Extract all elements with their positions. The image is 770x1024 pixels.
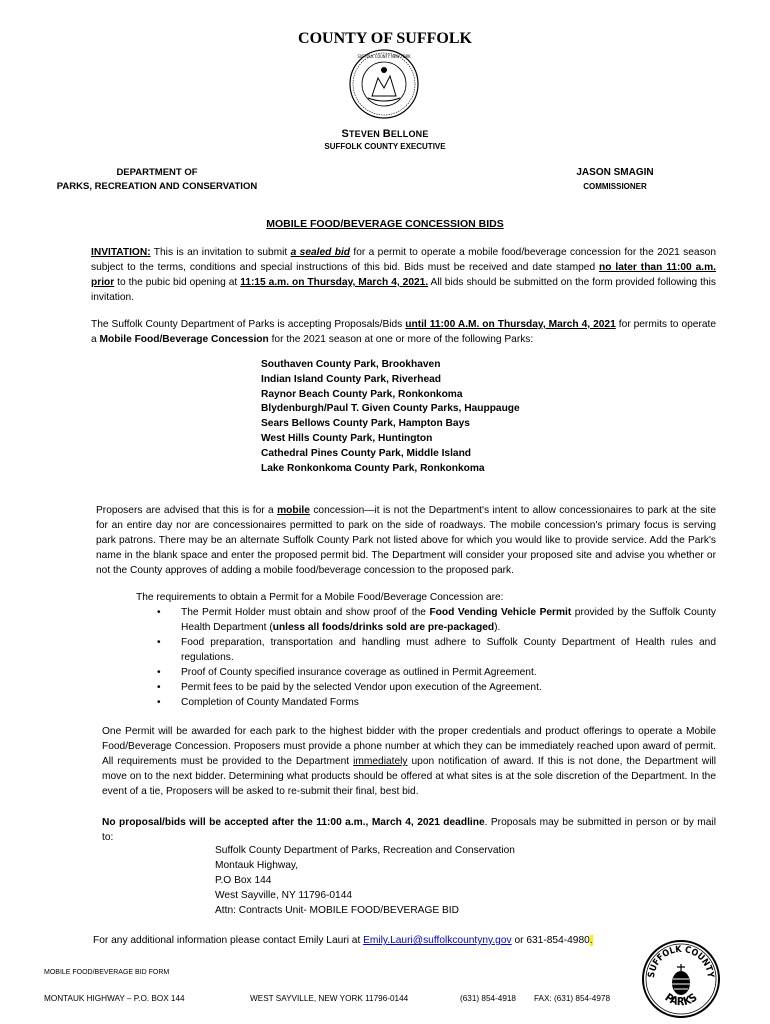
requirement-item: • Food preparation, transportation and handling must adhere to Suffolk County Department of Health rules and regulations.: [135, 635, 716, 665]
address-line: West Sayville, NY 11796-0144: [215, 890, 353, 901]
commissioner-title: COMMISSIONER: [583, 182, 647, 191]
address-line: Attn: Contracts Unit- MOBILE FOOD/BEVERAGE BID: [215, 905, 459, 916]
document-heading: MOBILE FOOD/BEVERAGE CONCESSION BIDS: [266, 218, 504, 230]
logo-top-text: SUFFOLK COUNTY: [646, 944, 716, 979]
requirement-item: • Permit fees to be paid by the selected Vendor upon execution of the Agreement.: [135, 680, 716, 695]
department-line2: PARKS, RECREATION AND CONSERVATION: [56, 181, 258, 192]
requirements-intro: The requirements to obtain a Permit for a Mobile Food/Beverage Concession are:: [136, 592, 504, 603]
footer-address-1: MONTAUK HIGHWAY – P.O. BOX 144: [44, 994, 185, 1003]
county-seal-icon: [348, 48, 420, 120]
commissioner-name: JASON SMAGIN: [576, 167, 654, 178]
email-link[interactable]: Emily.Lauri@suffolkcountyny.gov: [363, 935, 512, 946]
park-item: Southaven County Park, Brookhaven: [261, 359, 441, 370]
department-line1: DEPARTMENT OF: [116, 167, 198, 178]
requirement-item: • Completion of County Mandated Forms: [135, 695, 716, 710]
requirements-list: [135, 605, 716, 710]
form-label: MOBILE FOOD/BEVERAGE BID FORM: [44, 969, 170, 976]
park-item: Cathedral Pines County Park, Middle Island: [261, 447, 472, 459]
award-paragraph: One Permit will be awarded for each park to the highest bidder with the proper credentials and product offerings to operate a Mobile Food/Beverage Concession. Proposers must provide a phone number at which they can be immediately reached upon award of permit. All requirements must be provided to the Department immediately upon notification of award. If this is not done, the Department will move on to the next bidder. Determining what products should be offered at what sites is at the sole discretion of the Department. In the event of a tie, Proposers will be asked to re-submit their final, best bid.: [102, 726, 716, 797]
park-item: Indian Island County Park, Riverhead: [261, 373, 442, 385]
parks-list: [261, 358, 661, 476]
park-item: Raynor Beach County Park, Ronkonkoma: [261, 388, 463, 400]
address-line: Montauk Highway,: [215, 860, 299, 871]
requirement-item: • The Permit Holder must obtain and show proof of the Food Vending Vehicle Permit provided by the Suffolk County Health Department (unless all foods/drinks sold are pre-packaged).: [135, 605, 716, 635]
park-item: Lake Ronkonkoma County Park, Ronkonkoma: [261, 462, 485, 474]
department-block: [42, 166, 272, 194]
proposers-paragraph: Proposers are advised that this is for a mobile concession—it is not the Department's intent to allow concessionaires to park at the site for an entire day nor are concessionaires permitted to park on the side of roadways. The mobile concession's primary focus is serving park patrons. There may be an alternate Suffolk County Park not listed above for which you would like to provide service. Add the Park's name in the blank space and enter the proposed permit bid. The Department will consider your proposed site and advise you whether or not the County approves of adding a mobile food/beverage concession to the proposed park.: [96, 505, 717, 576]
requirement-item: • Proof of County specified insurance coverage as outlined in Permit Agreement.: [135, 665, 716, 680]
footer-address-2: WEST SAYVILLE, NEW YORK 11796-0144: [250, 994, 409, 1003]
seal-text: SUFFOLK COUNTY NEW YORK: [357, 54, 411, 59]
address-line: Suffolk County Department of Parks, Recreation and Conservation: [215, 845, 515, 856]
park-item: West Hills County Park, Huntington: [261, 432, 433, 444]
deadline-paragraph: No proposal/bids will be accepted after the 11:00 a.m., March 4, 2021 deadline. Proposals may be submitted in person or by mail to:: [102, 817, 716, 843]
county-executive-name: STEVEN BELLONE: [341, 128, 429, 140]
footer-phone: (631) 854-4918: [460, 994, 516, 1003]
park-item: Blydenburgh/Paul T. Given County Parks, Hauppauge: [261, 403, 520, 415]
accepting-paragraph: The Suffolk County Department of Parks is accepting Proposals/Bids until 11:00 A.M. on Thursday, March 4, 2021 for permits to operate a Mobile Food/Beverage Concession for the 2021 season at one or more of the following Parks:: [91, 319, 717, 345]
mailing-address: [215, 843, 635, 918]
invitation-paragraph: INVITATION: This is an invitation to submit a sealed bid for a permit to operate a mobile food/beverage concession for the 2021 season subject to the terms, conditions and special instructions of this bid. Bids must be received and date stamped no later than 11:00 a.m. prior to the pubic bid opening at 11:15 a.m. on Thursday, March 4, 2021. All bids should be submitted on the form provided following this invitation.: [91, 247, 716, 303]
county-executive-title: SUFFOLK COUNTY EXECUTIVE: [324, 142, 446, 151]
park-item: Sears Bellows County Park, Hampton Bays: [261, 418, 470, 430]
suffolk-parks-logo-icon: [640, 938, 722, 1020]
county-title: COUNTY OF SUFFOLK: [298, 30, 472, 47]
contact-line: For any additional information please contact Emily Lauri at Emily.Lauri@suffolkcountyny.gov or 631-854-4980.: [93, 935, 593, 946]
commissioner-block: [560, 166, 670, 194]
logo-bottom-text: PARKS: [662, 990, 700, 1009]
address-line: P.O Box 144: [215, 875, 272, 886]
footer-fax: FAX: (631) 854-4978: [534, 994, 611, 1003]
